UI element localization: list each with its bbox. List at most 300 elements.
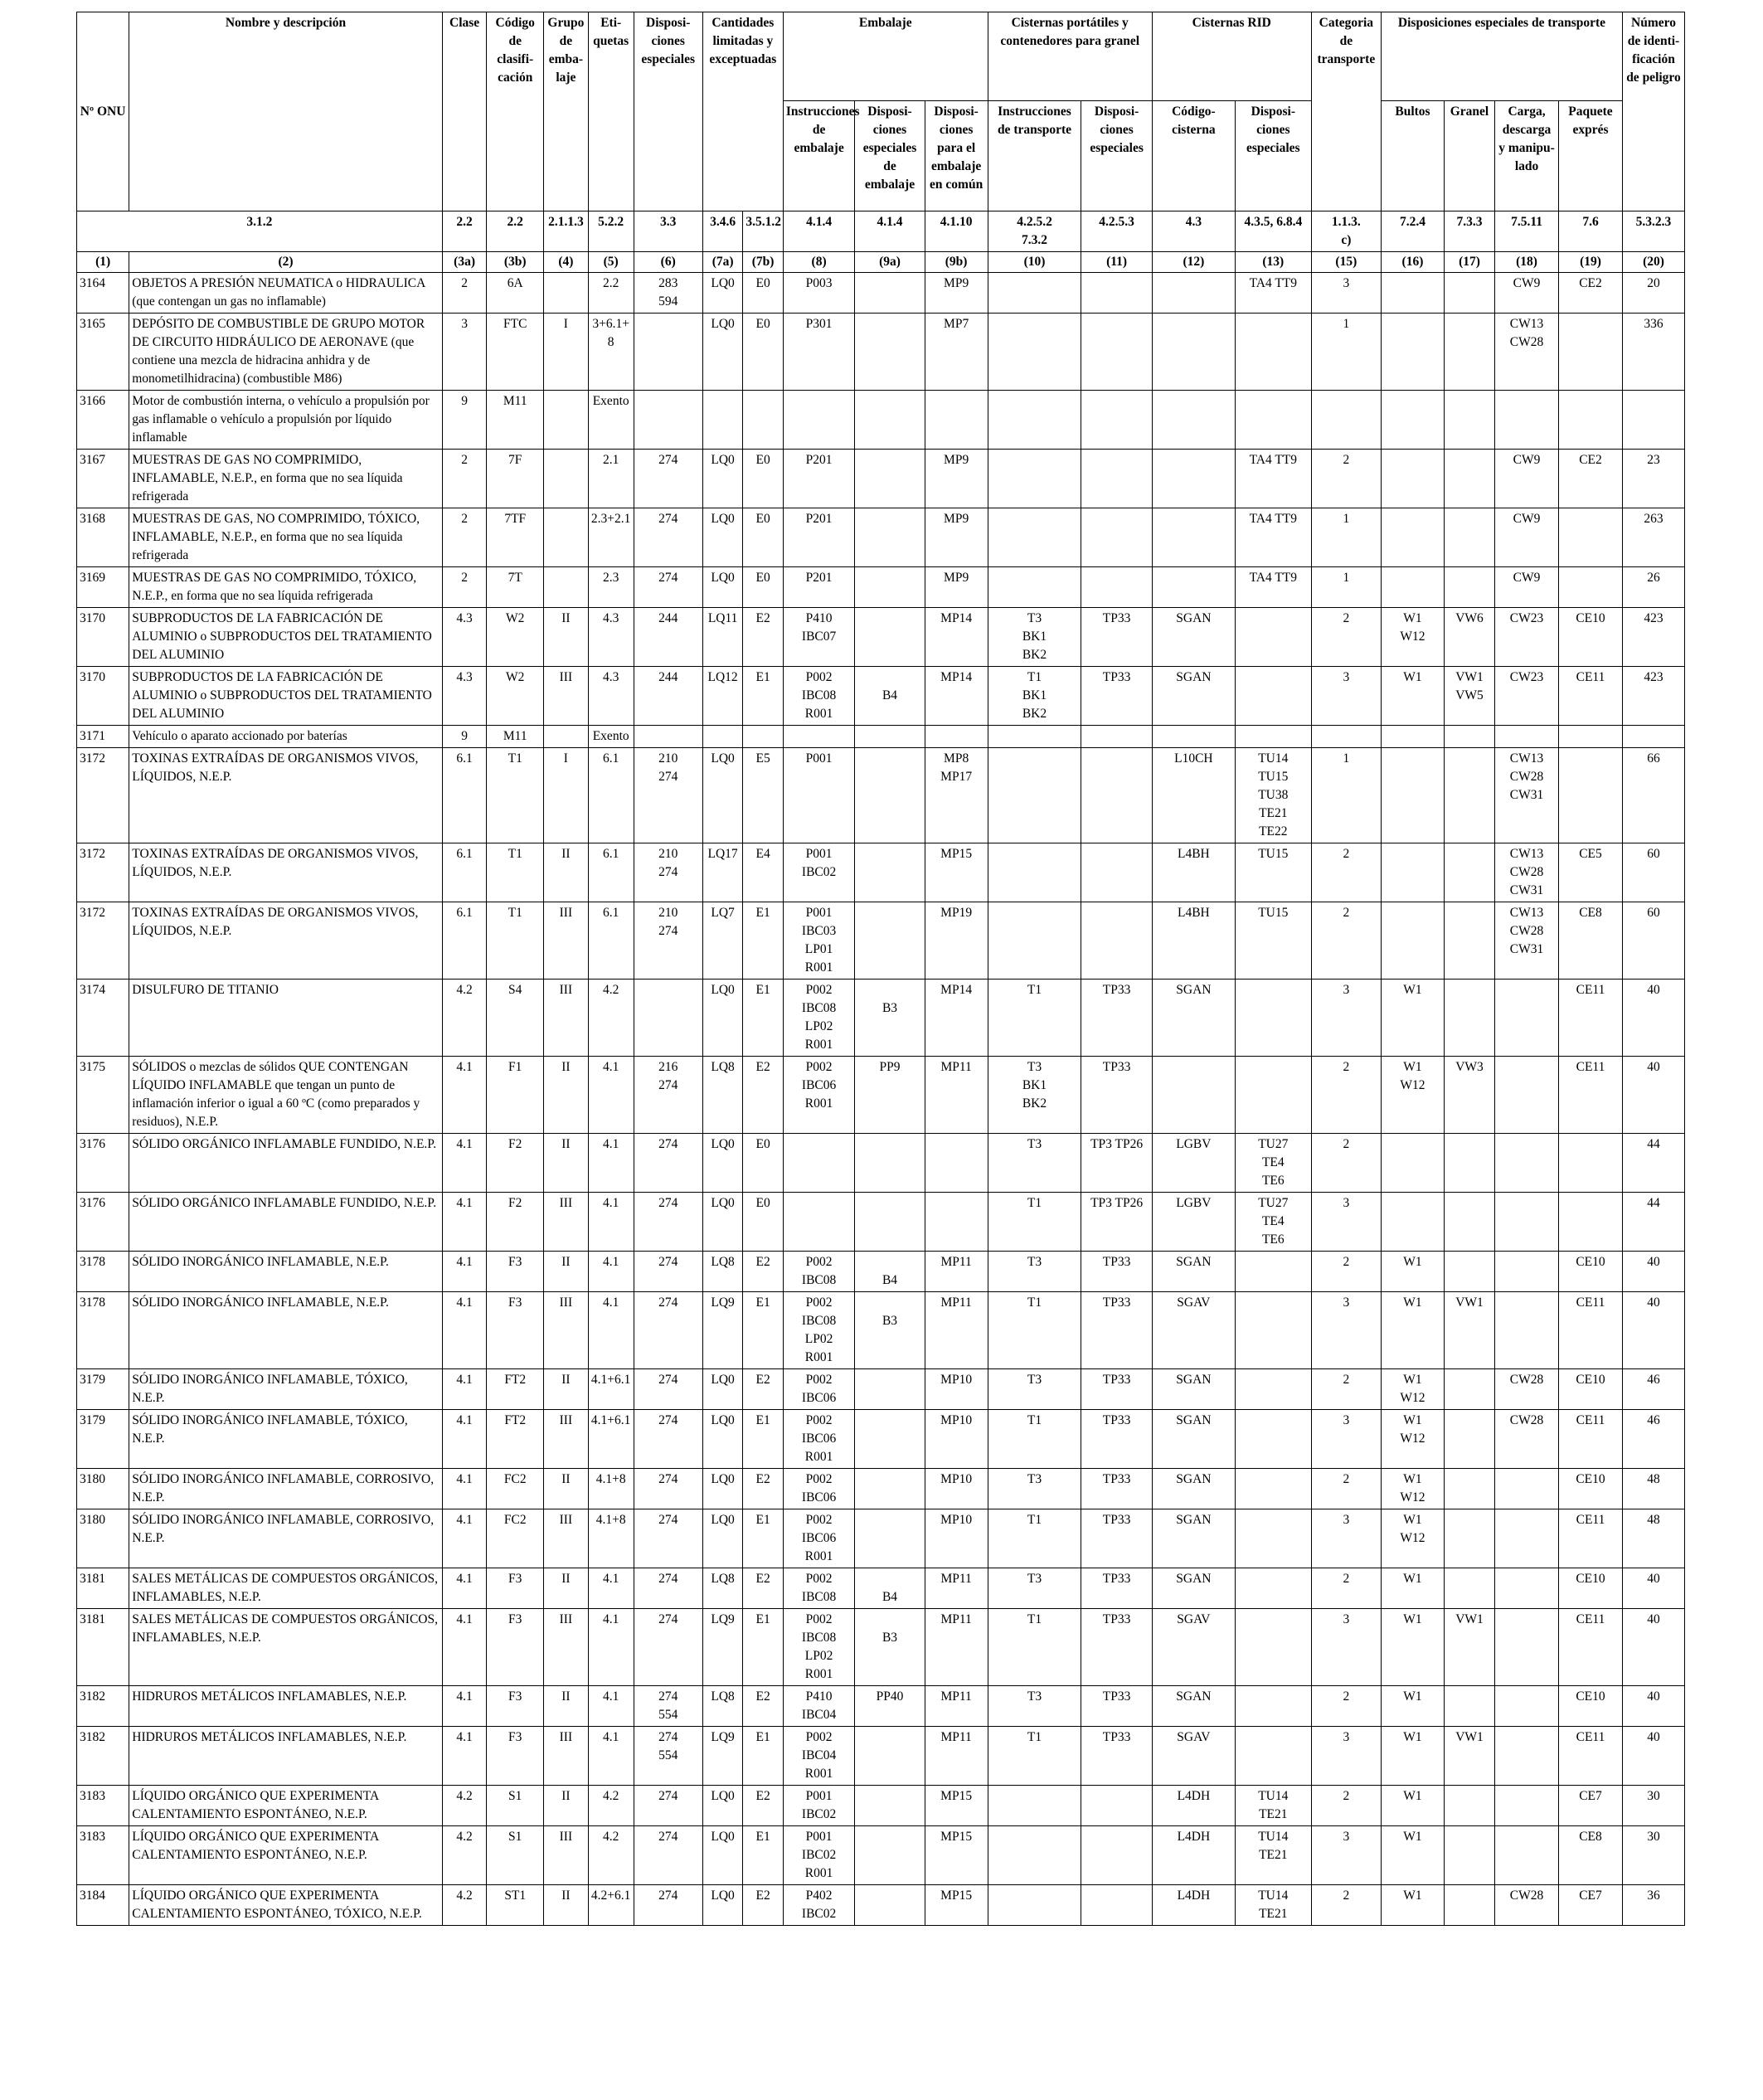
name-cell: SÓLIDO INORGÁNICO INFLAMABLE, N.E.P.: [129, 1252, 442, 1292]
table-cell: CE11: [1559, 1609, 1623, 1686]
table-row: [77, 1369, 1685, 1410]
table-cell: [1444, 1568, 1494, 1609]
table-cell: E2: [743, 1568, 784, 1609]
un-number-cell: 3176: [77, 1193, 129, 1252]
table-cell: E1: [743, 980, 784, 1057]
reference-cell: 4.2.5.2 7.3.2: [988, 211, 1081, 252]
table-cell: 4.1: [442, 1252, 487, 1292]
table-cell: [1311, 391, 1381, 450]
table-cell: [544, 391, 589, 450]
table-cell: MP9: [925, 508, 988, 567]
table-cell: FT2: [487, 1410, 544, 1469]
table-cell: MP10: [925, 1369, 988, 1410]
table-cell: 274: [634, 1786, 702, 1826]
table-cell: [783, 1193, 854, 1252]
table-cell: MP19: [925, 902, 988, 980]
table-cell: III: [544, 1509, 589, 1568]
reference-cell: 7.2.4: [1382, 211, 1445, 252]
table-cell: 40: [1622, 980, 1684, 1057]
table-cell: 4.1: [442, 1410, 487, 1469]
table-cell: [1382, 273, 1445, 314]
table-cell: P001 IBC02: [783, 1786, 854, 1826]
table-cell: P301: [783, 314, 854, 391]
table-row: [77, 726, 1685, 748]
un-number-cell: 3168: [77, 508, 129, 567]
table-cell: SGAV: [1152, 1292, 1235, 1369]
table-cell: W1: [1382, 980, 1445, 1057]
table-cell: MP11: [925, 1686, 988, 1727]
table-cell: 4.1: [442, 1509, 487, 1568]
table-cell: SGAN: [1152, 980, 1235, 1057]
table-cell: [855, 1885, 925, 1926]
table-cell: E1: [743, 1727, 784, 1786]
table-cell: MP8 MP17: [925, 748, 988, 843]
table-cell: E5: [743, 748, 784, 843]
name-cell: SÓLIDO ORGÁNICO INFLAMABLE FUNDIDO, N.E.P.: [129, 1193, 442, 1252]
table-cell: 9: [442, 726, 487, 748]
un-number-cell: 3179: [77, 1410, 129, 1469]
table-cell: W1: [1382, 1609, 1445, 1686]
table-cell: MP9: [925, 273, 988, 314]
table-cell: TU14 TU15 TU38 TE21 TE22: [1235, 748, 1311, 843]
name-cell: MUESTRAS DE GAS NO COMPRIMIDO, INFLAMABLE, N.E.P., en forma que no sea líquida refrigerada: [129, 450, 442, 508]
table-cell: 3: [1311, 1509, 1381, 1568]
table-cell: [855, 567, 925, 608]
table-cell: [1382, 567, 1445, 608]
table-cell: II: [544, 1252, 589, 1292]
table-cell: II: [544, 843, 589, 902]
table-cell: II: [544, 1469, 589, 1509]
name-cell: SÓLIDO INORGÁNICO INFLAMABLE, CORROSIVO, N.E.P.: [129, 1469, 442, 1509]
reference-cell: 4.1.10: [925, 211, 988, 252]
table-cell: [1152, 726, 1235, 748]
un-number-cell: 3181: [77, 1609, 129, 1686]
table-cell: 2: [442, 273, 487, 314]
table-cell: TA4 TT9: [1235, 567, 1311, 608]
table-cell: [1382, 508, 1445, 567]
table-cell: P002 IBC06 R001: [783, 1057, 854, 1134]
table-row: [77, 1292, 1685, 1369]
table-cell: LQ0: [702, 273, 743, 314]
reference-cell: 7.5.11: [1495, 211, 1559, 252]
subheader-disposiciones-cisternas-portatiles: Disposi-ciones especiales: [1081, 101, 1152, 211]
table-cell: 423: [1622, 608, 1684, 667]
table-cell: 4.1: [442, 1193, 487, 1252]
table-cell: SGAV: [1152, 1609, 1235, 1686]
table-cell: SGAN: [1152, 1369, 1235, 1410]
table-cell: [634, 314, 702, 391]
table-cell: E1: [743, 902, 784, 980]
table-cell: 60: [1622, 843, 1684, 902]
table-cell: T3: [988, 1369, 1081, 1410]
table-cell: 46: [1622, 1410, 1684, 1469]
table-cell: CW9: [1495, 567, 1559, 608]
table-cell: FT2: [487, 1369, 544, 1410]
table-cell: LQ0: [702, 1885, 743, 1926]
table-cell: CE5: [1559, 843, 1623, 902]
table-cell: CW9: [1495, 273, 1559, 314]
un-number-cell: 3182: [77, 1727, 129, 1786]
table-cell: [1081, 1786, 1152, 1826]
table-cell: 244: [634, 608, 702, 667]
table-cell: LQ0: [702, 1193, 743, 1252]
table-cell: MP10: [925, 1509, 988, 1568]
table-cell: LQ0: [702, 980, 743, 1057]
table-cell: 4.2: [442, 1885, 487, 1926]
table-cell: B3: [855, 1609, 925, 1686]
table-cell: LQ0: [702, 1134, 743, 1193]
table-row: [77, 1826, 1685, 1885]
table-cell: T1: [988, 1727, 1081, 1786]
table-cell: [1235, 1369, 1311, 1410]
table-cell: F3: [487, 1686, 544, 1727]
reference-cell: 1.1.3. c): [1311, 211, 1381, 252]
table-row: [77, 1885, 1685, 1926]
table-cell: [855, 391, 925, 450]
table-cell: 20: [1622, 273, 1684, 314]
table-cell: E2: [743, 1057, 784, 1134]
table-cell: CE10: [1559, 1369, 1623, 1410]
table-cell: II: [544, 1686, 589, 1727]
table-cell: [1444, 508, 1494, 567]
table-cell: 3: [1311, 1609, 1381, 1686]
table-cell: 274: [634, 1885, 702, 1926]
un-number-cell: 3164: [77, 273, 129, 314]
table-cell: P002 IBC04 R001: [783, 1727, 854, 1786]
table-cell: [855, 748, 925, 843]
table-cell: [1559, 314, 1623, 391]
table-cell: 4.1+8: [588, 1469, 634, 1509]
table-cell: [1444, 902, 1494, 980]
table-cell: VW3: [1444, 1057, 1494, 1134]
table-cell: I: [544, 748, 589, 843]
table-cell: CE11: [1559, 1727, 1623, 1786]
table-cell: 274: [634, 1826, 702, 1885]
table-cell: E2: [743, 608, 784, 667]
table-cell: III: [544, 1609, 589, 1686]
table-cell: LQ9: [702, 1609, 743, 1686]
name-cell: DISULFURO DE TITANIO: [129, 980, 442, 1057]
name-cell: DEPÓSITO DE COMBUSTIBLE DE GRUPO MOTOR DE CIRCUITO HIDRÁULICO DE AERONAVE (que contiene una mezcla de hidracina anhidra y de monometilhidracina) (combustible M86): [129, 314, 442, 391]
table-cell: [1559, 391, 1623, 450]
table-cell: 2: [442, 450, 487, 508]
name-cell: LÍQUIDO ORGÁNICO QUE EXPERIMENTA CALENTAMIENTO ESPONTÁNEO, N.E.P.: [129, 1826, 442, 1885]
name-cell: SÓLIDOS o mezclas de sólidos QUE CONTENGAN LÍQUIDO INFLAMABLE que tengan un punto de inflamación inferior o igual a 60 ºC (como preparados y residuos), N.E.P.: [129, 1057, 442, 1134]
table-cell: TP33: [1081, 1509, 1152, 1568]
table-cell: F3: [487, 1568, 544, 1609]
table-cell: 4.1: [442, 1134, 487, 1193]
name-cell: SALES METÁLICAS DE COMPUESTOS ORGÁNICOS, INFLAMABLES, N.E.P.: [129, 1568, 442, 1609]
table-cell: W1: [1382, 1292, 1445, 1369]
table-cell: 4.1+6.1: [588, 1369, 634, 1410]
table-cell: [1444, 567, 1494, 608]
table-cell: LQ7: [702, 902, 743, 980]
table-cell: [1559, 1134, 1623, 1193]
table-cell: [988, 567, 1081, 608]
table-cell: P201: [783, 450, 854, 508]
column-number-cell: (6): [634, 252, 702, 273]
table-row: [77, 1134, 1685, 1193]
table-cell: E1: [743, 1292, 784, 1369]
table-cell: T1: [487, 902, 544, 980]
table-cell: W1: [1382, 1568, 1445, 1609]
table-cell: SGAN: [1152, 667, 1235, 726]
table-cell: [743, 726, 784, 748]
table-cell: 2: [1311, 1786, 1381, 1826]
table-cell: [855, 1369, 925, 1410]
table-cell: W1 W12: [1382, 1369, 1445, 1410]
table-row: [77, 1686, 1685, 1727]
table-cell: [988, 450, 1081, 508]
table-cell: 210 274: [634, 843, 702, 902]
table-cell: [1235, 726, 1311, 748]
table-row: [77, 567, 1685, 608]
column-number-row: [77, 252, 1685, 273]
table-cell: [1495, 1292, 1559, 1369]
table-cell: F3: [487, 1727, 544, 1786]
table-cell: TA4 TT9: [1235, 450, 1311, 508]
table-cell: P002 IBC08: [783, 1568, 854, 1609]
table-cell: CE8: [1559, 1826, 1623, 1885]
table-cell: 4.3: [588, 667, 634, 726]
table-cell: T1: [988, 1292, 1081, 1369]
table-cell: TP3 TP26: [1081, 1193, 1152, 1252]
table-cell: CE10: [1559, 608, 1623, 667]
table-cell: [1152, 508, 1235, 567]
name-cell: LÍQUIDO ORGÁNICO QUE EXPERIMENTA CALENTAMIENTO ESPONTÁNEO, N.E.P.: [129, 1786, 442, 1826]
table-cell: [1444, 1134, 1494, 1193]
table-cell: SGAN: [1152, 608, 1235, 667]
table-cell: W1 W12: [1382, 1469, 1445, 1509]
table-cell: II: [544, 1134, 589, 1193]
name-cell: TOXINAS EXTRAÍDAS DE ORGANISMOS VIVOS, LÍQUIDOS, N.E.P.: [129, 748, 442, 843]
table-cell: [1444, 1826, 1494, 1885]
table-cell: [855, 608, 925, 667]
table-cell: [1081, 508, 1152, 567]
table-cell: F2: [487, 1193, 544, 1252]
table-cell: [1152, 314, 1235, 391]
column-number-cell: (20): [1622, 252, 1684, 273]
table-cell: P003: [783, 273, 854, 314]
table-cell: LGBV: [1152, 1193, 1235, 1252]
table-cell: 60: [1622, 902, 1684, 980]
subheader-embalaje-comun: Disposi-ciones para el embalaje en común: [925, 101, 988, 211]
header-disposiciones-transporte: Disposiciones especiales de transporte: [1382, 12, 1623, 101]
table-cell: III: [544, 1193, 589, 1252]
table-cell: [1444, 1786, 1494, 1826]
reference-cell: 3.5.1.2: [743, 211, 784, 252]
table-cell: LQ8: [702, 1057, 743, 1134]
table-cell: [1235, 391, 1311, 450]
table-cell: [1444, 1686, 1494, 1727]
table-cell: 40: [1622, 1057, 1684, 1134]
subheader-granel: Granel: [1444, 101, 1494, 211]
table-cell: 4.3: [442, 608, 487, 667]
table-cell: CE11: [1559, 1057, 1623, 1134]
table-cell: [855, 508, 925, 567]
table-cell: F3: [487, 1292, 544, 1369]
table-cell: 2: [1311, 902, 1381, 980]
table-row: [77, 1252, 1685, 1292]
un-number-cell: 3178: [77, 1252, 129, 1292]
table-cell: P410 IBC04: [783, 1686, 854, 1727]
table-row: [77, 1727, 1685, 1786]
table-cell: [1495, 1469, 1559, 1509]
un-number-cell: 3172: [77, 748, 129, 843]
table-cell: FTC: [487, 314, 544, 391]
name-cell: SUBPRODUCTOS DE LA FABRICACIÓN DE ALUMINIO o SUBPRODUCTOS DEL TRATAMIENTO DEL ALUMINIO: [129, 667, 442, 726]
table-cell: [1382, 1134, 1445, 1193]
table-cell: 2: [1311, 1568, 1381, 1609]
table-cell: [1495, 1568, 1559, 1609]
table-cell: 4.1: [588, 1193, 634, 1252]
reference-row: [77, 211, 1685, 252]
table-cell: W1: [1382, 1686, 1445, 1727]
table-cell: 1: [1311, 748, 1381, 843]
table-cell: 3: [442, 314, 487, 391]
table-cell: 6A: [487, 273, 544, 314]
table-cell: E1: [743, 1410, 784, 1469]
table-cell: [1382, 450, 1445, 508]
table-cell: TP33: [1081, 1568, 1152, 1609]
table-cell: W2: [487, 608, 544, 667]
column-number-cell: (4): [544, 252, 589, 273]
table-cell: P001: [783, 748, 854, 843]
table-cell: 2.2: [588, 273, 634, 314]
table-cell: MP15: [925, 1786, 988, 1826]
table-cell: CE7: [1559, 1786, 1623, 1826]
table-cell: W1 W12: [1382, 1509, 1445, 1568]
table-cell: LQ0: [702, 1410, 743, 1469]
column-number-cell: (5): [588, 252, 634, 273]
name-cell: MUESTRAS DE GAS, NO COMPRIMIDO, TÓXICO, INFLAMABLE, N.E.P., en forma que no sea líquida refrigerada: [129, 508, 442, 567]
table-cell: P201: [783, 508, 854, 567]
table-cell: 2: [1311, 608, 1381, 667]
name-cell: Motor de combustión interna, o vehículo a propulsión por gas inflamable o vehículo a propulsión por líquido inflamable: [129, 391, 442, 450]
table-cell: [1152, 1057, 1235, 1134]
table-cell: E1: [743, 1509, 784, 1568]
table-cell: 30: [1622, 1786, 1684, 1826]
table-cell: P002 IBC08 LP02 R001: [783, 1609, 854, 1686]
table-cell: TU14 TE21: [1235, 1826, 1311, 1885]
table-cell: LQ0: [702, 1469, 743, 1509]
table-cell: 4.2: [588, 980, 634, 1057]
table-cell: MP11: [925, 1568, 988, 1609]
table-cell: 4.1: [442, 1568, 487, 1609]
table-cell: 274: [634, 1469, 702, 1509]
table-cell: E2: [743, 1469, 784, 1509]
table-cell: TP33: [1081, 980, 1152, 1057]
table-cell: W1: [1382, 1885, 1445, 1926]
name-cell: Vehículo o aparato accionado por baterías: [129, 726, 442, 748]
table-cell: VW6: [1444, 608, 1494, 667]
table-cell: W1: [1382, 1252, 1445, 1292]
table-cell: [1444, 843, 1494, 902]
name-cell: SÓLIDO INORGÁNICO INFLAMABLE, TÓXICO, N.E.P.: [129, 1369, 442, 1410]
table-cell: PP40: [855, 1686, 925, 1727]
header-clase: Clase: [442, 12, 487, 211]
table-cell: [1081, 843, 1152, 902]
table-cell: T1: [487, 748, 544, 843]
table-cell: [1235, 667, 1311, 726]
table-cell: 3: [1311, 1292, 1381, 1369]
header-cisternas-portatiles: Cisternas portátiles y contenedores para granel: [988, 12, 1152, 101]
subheader-carga: Carga, descarga y manipu-lado: [1495, 101, 1559, 211]
table-cell: E2: [743, 1252, 784, 1292]
table-cell: S1: [487, 1826, 544, 1885]
table-cell: 2: [1311, 1252, 1381, 1292]
table-cell: 2: [1311, 1134, 1381, 1193]
table-cell: E2: [743, 1686, 784, 1727]
un-number-cell: 3182: [77, 1686, 129, 1727]
table-cell: SGAN: [1152, 1686, 1235, 1727]
table-cell: TA4 TT9: [1235, 273, 1311, 314]
table-cell: [1081, 391, 1152, 450]
un-number-cell: 3180: [77, 1509, 129, 1568]
table-cell: [855, 1826, 925, 1885]
table-cell: [1444, 450, 1494, 508]
table-cell: FC2: [487, 1509, 544, 1568]
table-cell: 274: [634, 1609, 702, 1686]
table-cell: LQ17: [702, 843, 743, 902]
table-cell: [1152, 391, 1235, 450]
table-cell: CE11: [1559, 667, 1623, 726]
table-cell: [1495, 1252, 1559, 1292]
table-row: [77, 391, 1685, 450]
table-row: [77, 1609, 1685, 1686]
table-cell: 26: [1622, 567, 1684, 608]
table-cell: [855, 1193, 925, 1252]
table-body: [77, 273, 1685, 1926]
table-cell: 4.2: [588, 1786, 634, 1826]
table-row: [77, 314, 1685, 391]
table-row: [77, 1410, 1685, 1469]
table-cell: 2: [442, 567, 487, 608]
table-cell: [1235, 1057, 1311, 1134]
un-number-cell: 3179: [77, 1369, 129, 1410]
table-cell: 1: [1311, 508, 1381, 567]
table-cell: L4DH: [1152, 1826, 1235, 1885]
table-cell: TP33: [1081, 1369, 1152, 1410]
table-cell: [1382, 391, 1445, 450]
document-page: [76, 12, 1685, 1926]
table-cell: MP9: [925, 450, 988, 508]
header-grupo: Grupo de emba-laje: [544, 12, 589, 211]
table-cell: 4.1: [588, 1609, 634, 1686]
table-cell: [1081, 567, 1152, 608]
table-cell: E2: [743, 1369, 784, 1410]
table-cell: P201: [783, 567, 854, 608]
reference-cell: 4.2.5.3: [1081, 211, 1152, 252]
table-cell: SGAV: [1152, 1727, 1235, 1786]
table-cell: [1235, 1410, 1311, 1469]
table-cell: [855, 314, 925, 391]
table-cell: 40: [1622, 1568, 1684, 1609]
table-cell: F1: [487, 1057, 544, 1134]
table-cell: [783, 1134, 854, 1193]
table-cell: 4.1: [588, 1134, 634, 1193]
table-row: [77, 1509, 1685, 1568]
table-cell: [988, 391, 1081, 450]
table-row: [77, 608, 1685, 667]
table-cell: [1495, 1057, 1559, 1134]
table-cell: 40: [1622, 1252, 1684, 1292]
table-cell: E2: [743, 1885, 784, 1926]
name-cell: SALES METÁLICAS DE COMPUESTOS ORGÁNICOS, INFLAMABLES, N.E.P.: [129, 1609, 442, 1686]
table-cell: [1152, 273, 1235, 314]
table-cell: TP33: [1081, 1292, 1152, 1369]
table-cell: 7F: [487, 450, 544, 508]
